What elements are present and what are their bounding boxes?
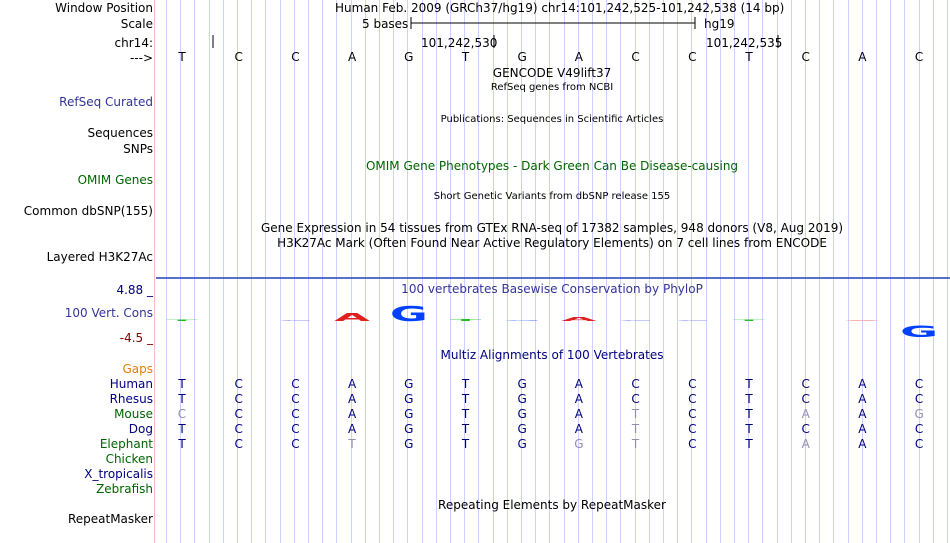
aligned-base: C <box>291 407 300 421</box>
dbsnp-track-title[interactable]: Short Genetic Variants from dbSNP release 155 <box>433 191 671 202</box>
aligned-base: T <box>461 377 470 391</box>
aligned-base: C <box>914 377 924 391</box>
reference-base: C <box>801 50 810 64</box>
species-label-dog[interactable]: Dog <box>128 422 153 436</box>
aligned-base: A <box>574 422 583 436</box>
reference-base: T <box>461 50 470 64</box>
species-label-rhesus[interactable]: Rhesus <box>109 392 153 406</box>
window-position-text: Human Feb. 2009 (GRCh37/hg19) chr14:101,242,525-101,242,538 (14 bp) <box>335 1 785 15</box>
aligned-base: A <box>347 407 357 421</box>
aligned-base: G <box>517 407 527 421</box>
reference-base: T <box>178 50 186 64</box>
aligned-base: C <box>234 437 243 451</box>
aligned-base: T <box>631 437 640 451</box>
cons-track-label[interactable]: 100 Vert. Cons <box>64 306 153 320</box>
reference-base: C <box>291 50 300 64</box>
aligned-base: T <box>178 392 186 406</box>
snps-track-label[interactable]: SNPs <box>123 142 153 156</box>
aligned-base: C <box>914 437 924 451</box>
phylop-logo-letter: C <box>618 320 653 322</box>
window-position-label: Window Position <box>55 1 153 15</box>
aligned-base: C <box>234 422 243 436</box>
aligned-base: T <box>745 437 753 451</box>
aligned-base: G <box>517 422 527 436</box>
aligned-base: C <box>914 422 924 436</box>
aligned-base: T <box>461 422 470 436</box>
gencode-track-title[interactable]: GENCODE V49lift37 <box>492 66 612 80</box>
aligned-base: A <box>801 407 810 421</box>
aligned-base: C <box>688 377 697 391</box>
dbsnp-track-label[interactable]: Common dbSNP(155) <box>23 204 153 218</box>
aligned-base: C <box>291 392 300 406</box>
phylop-logo-letter: A <box>334 311 370 324</box>
aligned-base: A <box>858 407 867 421</box>
aligned-base: G <box>517 437 527 451</box>
phylop-logo <box>166 303 938 341</box>
reference-base: C <box>234 50 243 64</box>
aligned-base: A <box>801 437 810 451</box>
species-label-mouse[interactable]: Mouse <box>114 407 153 421</box>
phylop-logo-letter: T <box>449 318 482 322</box>
aligned-base: C <box>291 437 300 451</box>
reference-base: T <box>745 50 753 64</box>
sequences-track-label[interactable]: Sequences <box>87 126 153 140</box>
chrom-label: chr14: <box>114 36 153 50</box>
aligned-base: A <box>858 422 867 436</box>
aligned-base: C <box>234 407 243 421</box>
omim-track-title[interactable]: OMIM Gene Phenotypes - Dark Green Can Be Disease-causing <box>365 159 739 173</box>
aligned-base: C <box>801 377 810 391</box>
position-tick-label-1: 101,242,530 <box>421 36 498 50</box>
reference-base: G <box>404 50 414 64</box>
aligned-base: A <box>858 437 867 451</box>
aligned-base: G <box>404 377 414 391</box>
aligned-base: A <box>347 422 357 436</box>
aligned-base: T <box>461 407 470 421</box>
phylop-track-title[interactable]: 100 vertebrates Basewise Conservation by PhyloP <box>401 282 703 296</box>
scale-label: Scale <box>120 17 153 31</box>
aligned-base: G <box>914 407 924 421</box>
h3k27ac-track-title[interactable]: H3K27Ac Mark (Often Found Near Active Regulatory Elements) on 7 cell lines from ENCODE <box>277 236 827 250</box>
aligned-base: A <box>574 377 583 391</box>
h3k27ac-track-label[interactable]: Layered H3K27Ac <box>46 250 153 264</box>
aligned-base: C <box>801 422 810 436</box>
gtex-track-title[interactable]: Gene Expression in 54 tissues from GTEx RNA-seq of 17382 samples, 948 donors (V8, Aug 2019) <box>260 221 844 235</box>
aligned-base: A <box>347 377 357 391</box>
aligned-base: T <box>745 407 753 421</box>
aligned-base: C <box>291 377 300 391</box>
publications-track-title[interactable]: Publications: Sequences in Scientific Articles <box>440 114 664 125</box>
refseq-track-subtitle[interactable]: RefSeq genes from NCBI <box>490 82 614 93</box>
species-label-zebrafish[interactable]: Zebrafish <box>96 482 153 496</box>
species-label-human[interactable]: Human <box>109 377 153 391</box>
aligned-base: G <box>517 377 527 391</box>
aligned-base: C <box>177 407 187 421</box>
phylop-logo-letter: T <box>733 319 765 322</box>
aligned-base: A <box>574 392 583 406</box>
position-tick-label-2: 101,242,535 <box>706 36 783 50</box>
aligned-base: A <box>347 392 357 406</box>
aligned-base: T <box>631 422 640 436</box>
repeat-track-title[interactable]: Repeating Elements by RepeatMasker <box>438 498 666 512</box>
aligned-base: G <box>574 437 584 451</box>
aligned-base: A <box>574 407 583 421</box>
phylop-logo-letter: T <box>166 319 198 322</box>
aligned-base: T <box>461 392 470 406</box>
aligned-base: C <box>234 377 243 391</box>
aligned-base: T <box>745 377 753 391</box>
aligned-base: T <box>745 422 753 436</box>
aligned-base: C <box>914 392 924 406</box>
repeat-track-label[interactable]: RepeatMasker <box>67 512 153 526</box>
cons-max-label: 4.88 _ <box>116 283 153 297</box>
reference-base: C <box>631 50 640 64</box>
scale-assembly: hg19 <box>704 17 735 31</box>
aligned-base: T <box>745 392 753 406</box>
omim-track-label[interactable]: OMIM Genes <box>77 173 153 187</box>
aligned-base: T <box>631 407 640 421</box>
aligned-base: G <box>404 392 414 406</box>
aligned-base: C <box>291 422 300 436</box>
aligned-base: G <box>404 422 414 436</box>
species-label-chicken[interactable]: Chicken <box>105 452 153 466</box>
aligned-base: C <box>234 392 243 406</box>
phylop-logo-letter: A <box>844 320 881 322</box>
aligned-base: G <box>404 437 414 451</box>
aligned-base: C <box>631 377 640 391</box>
aligned-base: T <box>178 422 186 436</box>
aligned-base: T <box>178 437 186 451</box>
aligned-base: T <box>348 437 356 451</box>
phylop-logo-letter: G <box>503 320 542 322</box>
phylop-logo-letter: G <box>900 322 939 342</box>
phylop-logo-letter: C <box>278 320 313 322</box>
phylop-logo-letter: C <box>675 320 710 322</box>
aligned-base: C <box>631 392 640 406</box>
aligned-base: C <box>688 422 697 436</box>
aligned-base: C <box>801 392 810 406</box>
reference-base: C <box>688 50 697 64</box>
aligned-base: T <box>461 437 470 451</box>
cons-min-label: -4.5 _ <box>119 331 153 345</box>
multiz-track-title[interactable]: Multiz Alignments of 100 Vertebrates <box>440 348 664 362</box>
strand-label: ---> <box>129 51 153 65</box>
phylop-logo-letter: G <box>389 303 428 327</box>
refseq-track-label[interactable]: RefSeq Curated <box>59 95 153 109</box>
phylop-logo-letter: A <box>561 316 597 323</box>
aligned-base: G <box>404 407 414 421</box>
aligned-base: A <box>858 392 867 406</box>
aligned-base: G <box>517 392 527 406</box>
reference-base: A <box>574 50 583 64</box>
aligned-base: C <box>688 437 697 451</box>
aligned-base: A <box>858 377 867 391</box>
reference-base: A <box>858 50 867 64</box>
reference-base: C <box>914 50 924 64</box>
species-label-elephant[interactable]: Elephant <box>99 437 153 451</box>
species-label-x_tropicalis[interactable]: X_tropicalis <box>84 467 153 481</box>
reference-base: A <box>347 50 357 64</box>
reference-base: G <box>517 50 527 64</box>
aligned-base: C <box>688 392 697 406</box>
aligned-base: C <box>688 407 697 421</box>
aligned-base: T <box>178 377 186 391</box>
species-label-gaps[interactable]: Gaps <box>122 362 153 376</box>
scale-text: 5 bases <box>362 17 409 31</box>
